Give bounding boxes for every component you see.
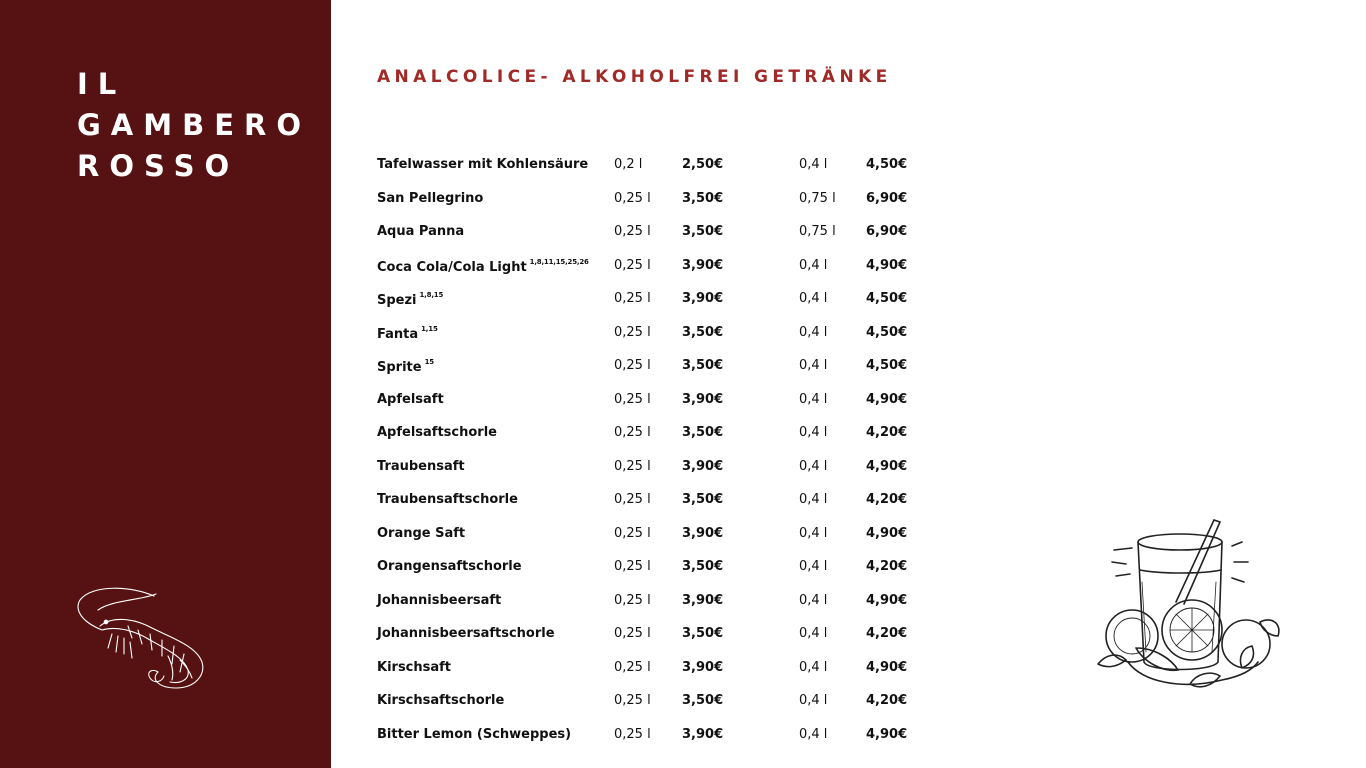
drink-name-text: Spezi (377, 293, 417, 308)
large-price: 4,20€ (866, 559, 908, 574)
small-volume: 0,25 l (614, 693, 651, 708)
small-price: 3,50€ (682, 358, 724, 373)
small-volume: 0,25 l (614, 626, 651, 641)
brand-line-1: IL (77, 67, 127, 101)
drink-name-text: Traubensaftschorle (377, 492, 518, 507)
large-price: 6,90€ (866, 224, 908, 239)
drink-name (377, 191, 483, 206)
small-price: 3,90€ (682, 291, 724, 306)
small-volume: 0,25 l (614, 559, 651, 574)
drink-name (377, 559, 522, 574)
drink-name (377, 459, 465, 474)
large-volume: 0,4 l (799, 693, 828, 708)
menu-row (377, 215, 937, 249)
drink-name-text: Kirschsaftschorle (377, 693, 505, 708)
menu-row (377, 651, 937, 685)
drink-name (377, 392, 444, 407)
large-price: 4,20€ (866, 492, 908, 507)
menu-row (377, 684, 937, 718)
drink-name-text: Johannisbeersaft (377, 592, 502, 608)
drink-name (377, 727, 571, 742)
large-price: 4,90€ (866, 659, 908, 675)
drink-name (377, 660, 451, 675)
small-volume: 0,25 l (614, 458, 651, 474)
drink-name-text: Apfelsaft (377, 391, 444, 407)
drink-name-text: Apfelsaftschorle (377, 425, 497, 440)
large-price: 4,20€ (866, 693, 908, 708)
large-volume: 0,4 l (799, 726, 828, 742)
large-price: 4,90€ (866, 257, 908, 273)
small-price: 3,90€ (682, 525, 724, 541)
brand-line-2: GAMBERO (77, 108, 312, 142)
allergen-footnote: 1,15 (421, 324, 438, 333)
small-price: 3,90€ (682, 726, 724, 742)
drink-name (377, 258, 589, 275)
drink-name-text: Johannisbeersaftschorle (377, 626, 555, 641)
sidebar-panel (0, 0, 331, 768)
small-price: 3,90€ (682, 592, 724, 608)
large-volume: 0,4 l (799, 157, 828, 172)
small-volume: 0,25 l (614, 425, 651, 440)
drink-name-text: Kirschsaft (377, 659, 452, 675)
menu-row (377, 450, 937, 484)
drink-name (377, 492, 518, 507)
large-price: 4,90€ (866, 726, 908, 742)
drink-name (377, 358, 434, 375)
drink-menu (377, 148, 937, 751)
large-volume: 0,4 l (799, 425, 828, 440)
small-volume: 0,25 l (614, 525, 651, 541)
small-volume: 0,25 l (614, 257, 651, 273)
large-price: 4,50€ (866, 358, 908, 373)
drink-name-text: Aqua Panna (377, 224, 465, 239)
small-price: 3,50€ (682, 559, 724, 574)
small-volume: 0,25 l (614, 592, 651, 608)
drink-name (377, 593, 501, 608)
drink-name-text: Bitter Lemon (Schweppes) (377, 726, 572, 742)
small-volume: 0,25 l (614, 324, 651, 340)
menu-row (377, 718, 937, 752)
small-volume: 0,25 l (614, 358, 651, 373)
shrimp-icon (72, 586, 212, 694)
drink-name-text: Tafelwasser mit Kohlensäure (377, 157, 589, 172)
large-volume: 0,4 l (799, 257, 828, 273)
small-price: 3,90€ (682, 458, 724, 474)
large-volume: 0,4 l (799, 592, 828, 608)
large-price: 4,90€ (866, 391, 908, 407)
small-price: 3,50€ (682, 492, 724, 507)
small-price: 3,90€ (682, 391, 724, 407)
drink-name-text: Orange Saft (377, 525, 466, 541)
small-volume: 0,25 l (614, 492, 651, 507)
small-price: 3,90€ (682, 659, 724, 675)
menu-row (377, 383, 937, 417)
large-price: 4,20€ (866, 425, 908, 440)
large-volume: 0,75 l (799, 190, 836, 206)
small-price: 3,50€ (682, 693, 724, 708)
drink-name (377, 693, 504, 708)
brand-line-3: ROSSO (77, 149, 240, 183)
menu-row (377, 249, 937, 283)
small-volume: 0,25 l (614, 726, 651, 742)
large-price: 4,20€ (866, 626, 908, 641)
large-volume: 0,4 l (799, 324, 828, 340)
menu-row (377, 584, 937, 618)
allergen-footnote: 1,8,11,15,25,26 (529, 257, 589, 266)
small-volume: 0,25 l (614, 224, 651, 239)
large-price: 6,90€ (866, 190, 908, 206)
section-heading: ANALCOLICE- ALKOHOLFREI GETRÄNKE (377, 67, 892, 87)
drink-name-text: Orangensaftschorle (377, 559, 522, 574)
large-volume: 0,4 l (799, 358, 828, 373)
drink-name-text: Traubensaft (377, 458, 465, 474)
menu-row (377, 349, 937, 383)
small-volume: 0,2 l (614, 157, 643, 172)
large-price: 4,90€ (866, 525, 908, 541)
drink-name (377, 325, 438, 342)
drink-name (377, 425, 497, 440)
large-price: 4,90€ (866, 592, 908, 608)
large-volume: 0,4 l (799, 559, 828, 574)
small-volume: 0,25 l (614, 391, 651, 407)
allergen-footnote: 15 (424, 358, 434, 366)
menu-row (377, 483, 937, 517)
restaurant-name (77, 64, 311, 187)
menu-row (377, 182, 937, 216)
large-volume: 0,4 l (799, 525, 828, 541)
small-price: 2,50€ (682, 157, 724, 172)
menu-row (377, 416, 937, 450)
drink-name (377, 626, 555, 641)
small-volume: 0,25 l (614, 190, 651, 206)
large-volume: 0,4 l (799, 659, 828, 675)
drink-name (377, 291, 443, 308)
large-price: 4,90€ (866, 458, 908, 474)
drink-name-text: Coca Cola/Cola Light (377, 259, 527, 275)
large-volume: 0,4 l (799, 626, 828, 641)
small-volume: 0,25 l (614, 659, 651, 675)
small-price: 3,90€ (682, 257, 724, 273)
menu-row (377, 617, 937, 651)
menu-row (377, 316, 937, 350)
drink-name (377, 224, 464, 239)
small-price: 3,50€ (682, 190, 724, 206)
large-volume: 0,4 l (799, 492, 828, 507)
large-volume: 0,4 l (799, 458, 828, 474)
drink-name-text: Fanta (377, 326, 419, 342)
large-price: 4,50€ (866, 291, 908, 306)
small-volume: 0,25 l (614, 291, 651, 306)
juice-glass-illustration-icon (1092, 512, 1292, 702)
large-price: 4,50€ (866, 324, 908, 340)
drink-name (377, 526, 465, 541)
small-price: 3,50€ (682, 425, 724, 440)
large-volume: 0,4 l (799, 391, 828, 407)
menu-row (377, 282, 937, 316)
drink-name (377, 157, 588, 172)
drink-name-text: San Pellegrino (377, 190, 484, 206)
small-price: 3,50€ (682, 626, 724, 641)
small-price: 3,50€ (682, 224, 724, 239)
menu-row (377, 148, 937, 182)
menu-row (377, 517, 937, 551)
small-price: 3,50€ (682, 324, 724, 340)
drink-name-text: Sprite (377, 360, 422, 375)
large-price: 4,50€ (866, 157, 908, 172)
menu-row (377, 550, 937, 584)
large-volume: 0,4 l (799, 291, 828, 306)
allergen-footnote: 1,8,15 (419, 291, 444, 299)
large-volume: 0,75 l (799, 224, 836, 239)
